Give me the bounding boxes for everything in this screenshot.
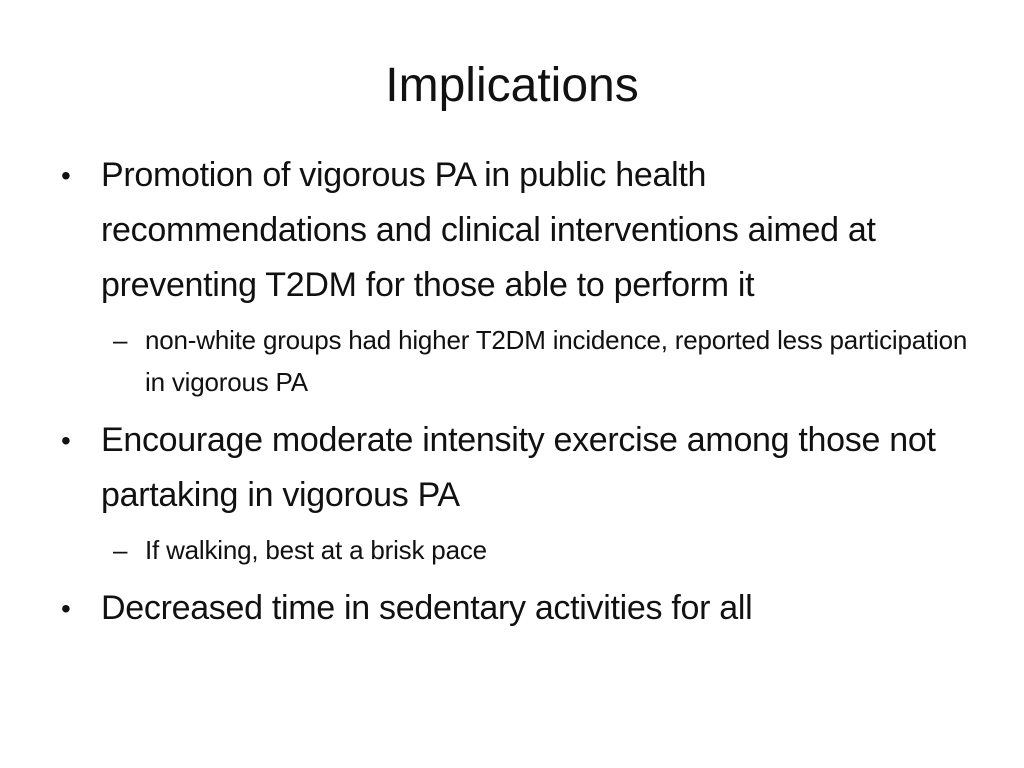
- bullet-text: Encourage moderate intensity exercise among those not partaking in vigorous PA: [101, 421, 936, 514]
- bullet-text: Decreased time in sedentary activities for all: [101, 589, 753, 627]
- bullet-encourage-moderate-exercise: [56, 413, 976, 523]
- subbullet-marker: –: [113, 535, 128, 565]
- bullet-marker: •: [61, 593, 71, 624]
- bullet-marker: •: [61, 160, 71, 191]
- bullet-marker: •: [61, 425, 71, 456]
- subbullet-marker: –: [113, 325, 128, 355]
- subbullet-walking-pace: [56, 529, 976, 571]
- bullet-promotion-vigorous-pa: [56, 148, 976, 313]
- bullet-text: Promotion of vigorous PA in public health recommendations and clinical interventions aimed at preventing T2DM for those able to perform it: [101, 156, 876, 304]
- subbullet-non-white-groups: [56, 319, 976, 403]
- subbullet-text: If walking, best at a brisk pace: [145, 535, 487, 565]
- slide-content: [56, 148, 976, 636]
- slide-title: Implications: [385, 59, 639, 112]
- subbullet-text: non-white groups had higher T2DM incidence, reported less participation in vigorous PA: [145, 325, 968, 397]
- bullet-decreased-sedentary-time: [56, 581, 976, 636]
